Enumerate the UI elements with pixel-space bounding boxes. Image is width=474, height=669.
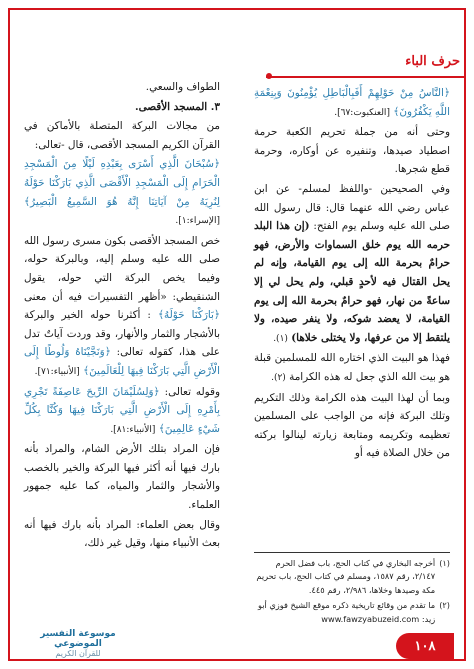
verse-reference: [الأنبياء:٧١]. <box>34 366 80 377</box>
footnote <box>254 557 450 597</box>
hadith-intro: وفي الصحيحين -واللفظ لمسلم- عن ابن عباس رضي الله عنهما قال: قال رسول الله صلى الله عليه وسلم يوم الفتح: <box>254 182 450 233</box>
logo-title: موسوعة التفسير الموضوعي <box>40 629 116 649</box>
footnote-marker: (٢). <box>271 372 286 383</box>
paragraph: وقال بعض العلماء: المراد بأنه بارك فيها أنه بعث الأنبياء منها، وقيل غير ذلك، <box>24 518 220 550</box>
footnote-marker: (١). <box>273 333 288 344</box>
footnote-text: ما تقدم من وقائع تاريخية ذكره موقع الشيخ فوزي أبو زيد: www.fawzyabuzeid.com <box>257 600 436 624</box>
footnote-number: (٢) <box>439 600 450 611</box>
page-footer <box>0 625 474 659</box>
paragraph <box>254 180 450 348</box>
quran-verse: ﴿سُبْحَانَ الَّذِي أَسْرَى بِعَبْدِهِ لَيْلًا مِنَ الْمَسْجِدِ الْحَرَامِ إِلَى الْمَسْجِدِ الْأَقْصَى الَّذِي بَارَكْنَا حَوْلَهُ لِنُرِيَهُ مِنْ آيَاتِنَا إِنَّهُ هُوَ السَّمِيعُ الْبَصِيرُ﴾ <box>24 158 220 208</box>
paragraph <box>24 383 220 440</box>
footnote-rule <box>254 552 450 553</box>
paragraph: وبما أن لهذا البيت هذه الكرامة وذلك التكريم وتلك البركة فإنه من الواجب على المسلمين تعظيمه وتكريمه ومتابعة زيارته لينالوا بركته من خلال الصلاة فيه أو <box>254 391 450 460</box>
page-header <box>266 52 466 80</box>
paragraph <box>24 155 220 230</box>
paragraph: وحتى أنه من جملة تحريم الكعبة حرمة اصطياد صيدها، وتنفيره عن أوكاره، وحرمة قطع شجرها. <box>254 126 450 176</box>
header-rule <box>266 76 466 78</box>
chapter-title: حرف الباء <box>405 54 460 69</box>
footnote-text: أخرجه البخاري في كتاب الحج، باب فضل الحرم ٢/١٤٧، رقم ١٥٨٧، ومسلم في كتاب الحج، باب تحريم مكة وصيدها وخلاها، ٢/٩٨٦، رقم ٤٤٥. <box>256 558 436 595</box>
logo-subtitle: للقرآن الكريم <box>55 649 101 658</box>
quran-verse: ﴿النَّاسُ مِنْ حَوْلِهِمْ أَفَبِالْبَاطِلِ يُؤْمِنُونَ وَبِنِعْمَةِ اللَّهِ يَكْفُرُونَ﴾ <box>254 87 450 118</box>
paragraph-text: خص المسجد الأقصى بكون مسرى رسول الله صلى الله عليه وسلم إليه، وبالبركة حوله، وفيما يخص البركة التي حوله، يقول الشنقيطي: «أظهر التفسيرات فيه أن معنى <box>24 234 220 303</box>
paragraph: الطواف والسعي. <box>145 81 220 93</box>
section-heading: ٣. المسجد الأقصى. <box>134 100 220 113</box>
right-column <box>254 84 450 464</box>
paragraph: فإن المراد بتلك الأرض الشام، والمراد بأنه بارك فيها أنه أكثر فيها البركة والخير بالخصب والأشجار والثمار والمياه، كما عليه جمهور العلماء. <box>24 443 220 512</box>
footnote-number: (١) <box>439 558 450 568</box>
footnote <box>254 599 450 626</box>
verse-reference: [الإسراء:١]. <box>175 216 220 227</box>
encyclopedia-logo <box>18 629 138 659</box>
footnotes <box>254 552 450 628</box>
paragraph-text: وقوله تعالى: <box>164 385 220 398</box>
quran-verse: ﴿وَلِسُلَيْمَانَ الرِّيحَ عَاصِفَةً تَجْرِي بِأَمْرِهِ إِلَى الْأَرْضِ الَّتِي بَارَكْنَا فِيهَا وَكُنَّا بِكُلِّ شَيْءٍ عَالِمِينَ﴾ <box>24 385 220 435</box>
quran-phrase: ﴿بَارَكْنَا حَوْلَهُ﴾ <box>157 309 220 322</box>
paragraph-text: فهذا هو البيت الذي اختاره الله للمسلمين قبلة هو بيت الله الذي جعل له هذه الكرامة <box>254 352 450 383</box>
left-column <box>24 78 220 554</box>
page-number: ١٠٨ <box>396 633 454 659</box>
paragraph <box>24 232 220 382</box>
paragraph <box>254 84 450 122</box>
paragraph-text: : أكثرنا حوله الخير والبركة بالأشجار والثمار والأنهار، وقد وردت آياتٌ تدل على هذا، كقوله تعالى: <box>24 309 220 359</box>
verse-reference: [العنكبوت:٦٧]. <box>334 107 390 118</box>
paragraph <box>254 349 450 387</box>
verse-reference: [الأنبياء:٨١]. <box>110 424 156 435</box>
hadith-text: (إن هذا البلد حرمه الله يوم خلق السماوات والأرض، فهو حرامٌ بحرمة الله إلى يوم القيامة، وإنه لم يحل القتال فيه لأحدٍ قبلي، ولم يحل لي إلا ساعةً من نهار، فهو حرامٌ بحرمة الله إلى يوم القيامة، لا يعضد شوكه، ولا ينفر صيده، ولا يلتقط إلا من عرفها، ولا يختلى خلاها) <box>254 220 450 344</box>
quran-verse: ﴿وَنَجَّيْنَاهُ وَلُوطًا إِلَى الْأَرْضِ الَّتِي بَارَكْنَا فِيهَا لِلْعَالَمِينَ﴾ <box>24 346 220 377</box>
paragraph: من مجالات البركة المتصلة بالأماكن في القرآن الكريم المسجد الأقصى، قال -تعالى: <box>24 120 220 151</box>
